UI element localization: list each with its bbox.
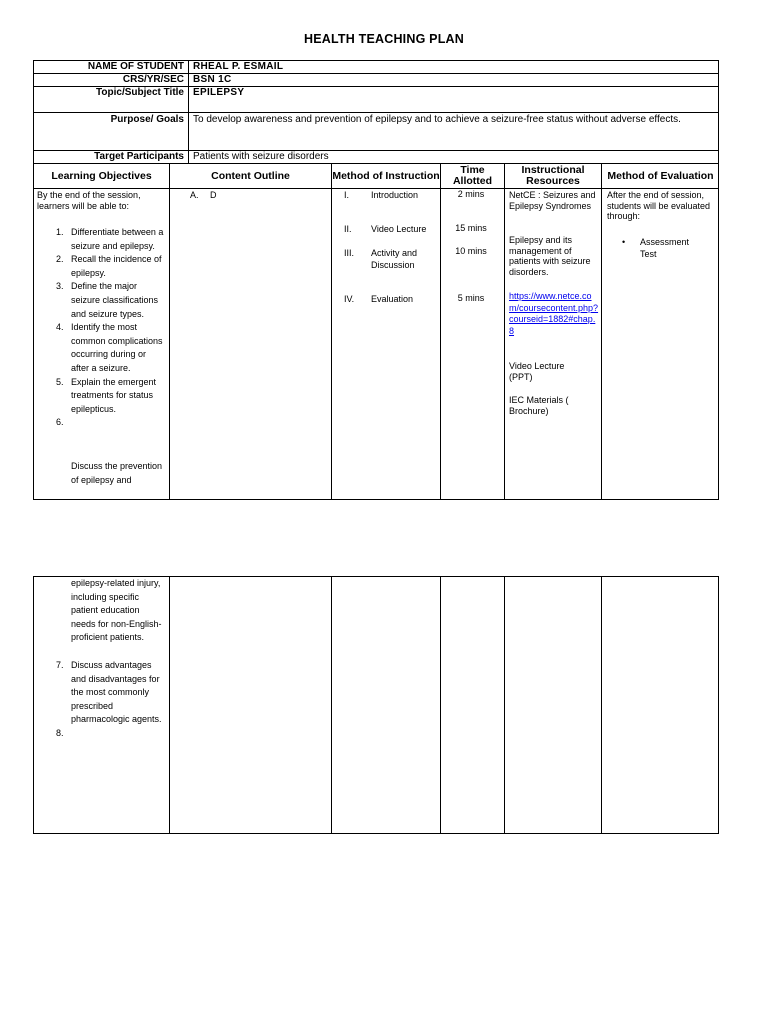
time-value: 10 mins: [455, 246, 487, 256]
info-value: BSN 1C: [189, 74, 719, 87]
info-value: To develop awareness and prevention of epilepsy and to achieve a seizure-free status without adverse effects.: [189, 113, 719, 151]
info-row-topic: [34, 87, 719, 113]
resource-link[interactable]: https://www.netce.com/coursecontent.php?courseid=1882#chap.8: [509, 291, 599, 336]
info-label: CRS/YR/SEC: [34, 74, 189, 87]
objective-text: Discuss advantages and disadvantages for the most commonly prescribed pharmacologic agents.: [71, 660, 162, 725]
resource-netce: NetCE : Seizures and Epilepsy Syndromes: [509, 190, 596, 211]
objective-item: [34, 659, 166, 727]
objective-text: Explain the emergent treatments for status epilepticus.: [71, 376, 157, 414]
info-label: NAME OF STUDENT: [34, 61, 189, 74]
info-label: Purpose/ Goals: [34, 113, 189, 151]
evaluation-intro: After the end of session, students will be evaluated through:: [607, 190, 711, 221]
objective-number: 3.: [56, 281, 64, 292]
evaluation-bullet: Assessment Test: [640, 237, 690, 259]
resource-video-lecture: Video Lecture (PPT): [509, 361, 565, 382]
objective-text: Differentiate between a seizure and epilepsy.: [71, 227, 164, 251]
objective-number: 2.: [56, 254, 64, 265]
objective-item: [34, 280, 166, 321]
objective-number: 7.: [56, 660, 64, 670]
content-outline-marker: A.: [190, 190, 199, 200]
time-value: 5 mins: [457, 293, 485, 303]
info-value: Patients with seizure disorders: [189, 151, 719, 164]
bullet-icon: •: [622, 237, 626, 247]
info-value: RHEAL P. ESMAIL: [189, 61, 719, 74]
info-value: EPILEPSY: [189, 87, 719, 113]
teaching-plan-table: Learning Objectives Content Outline Method of Instruction Time Allotted Instructional Resources Method of Evaluation By the end of the session, learners will be able to: 1. Differentiate between a seizure and epilepsy. 2. Recall the incidence of epilepsy. 3. Define the major seizure classifications and seizure types. 4. Identify the most common complications occurring during or after a seizure. 5. Explain the emergent treatments for status epilepticus. 6. Discuss the prevention of epilepsy and A. D I. Introduction II. Video Lecture III. Activity and Discussion IV. Evaluation 2 mins 15 mins 10 mins 5 mins NetCE : Seizures and Epilepsy Syndromes Epilepsy and its management of patients with seizure disorders. https://www.netce.com/coursecontent.php?courseid=1882#chap.8 Video Lecture (PPT) IEC Materials ( Brochure) After the end of session, students will be evaluated through: • Assessment Test: [33, 163, 719, 500]
table-header-row: [34, 164, 718, 189]
objective-text: Define the major seizure classifications and seizure types.: [71, 281, 159, 319]
objective-number: 5.: [56, 376, 64, 387]
objective-item: [34, 727, 166, 741]
header-time-allotted: Time Allotted: [452, 164, 493, 187]
time-value: 2 mins: [457, 189, 485, 199]
objective-number: 4.: [56, 322, 64, 333]
time-value: 15 mins: [455, 223, 487, 233]
header-instructional-resources: Instructional Resources: [521, 164, 585, 187]
objective-item: [34, 253, 166, 280]
info-label: Topic/Subject Title: [34, 87, 189, 113]
objective-item: [34, 226, 166, 253]
info-row-section: [34, 74, 719, 87]
objectives-list: [34, 226, 166, 430]
info-row-target: [34, 151, 719, 164]
objective-6-continued: epilepsy-related injury, including specific patient education needs for non-English-proficient patients.: [71, 578, 162, 643]
objective-item: [34, 416, 166, 430]
objective-item: [34, 376, 166, 417]
student-info-table: [33, 60, 719, 164]
objective-text: Recall the incidence of epilepsy.: [71, 254, 162, 278]
header-learning-objectives: Learning Objectives: [51, 169, 152, 182]
objectives-list-continued: [34, 659, 166, 741]
teaching-plan-table-continued: [33, 576, 719, 834]
header-method-instruction: Method of Instruction: [332, 169, 440, 182]
resource-iec-materials: IEC Materials ( Brochure): [509, 395, 569, 416]
objective-number: 6.: [56, 417, 64, 428]
objective-item: [34, 321, 166, 375]
objectives-intro: By the end of the session, learners will be able to:: [37, 190, 141, 211]
info-row-name: [34, 61, 719, 74]
objective-text: Identify the most common complications occurring during or after a seizure.: [71, 322, 163, 373]
info-label: Target Participants: [34, 151, 189, 164]
objective-number: 8.: [56, 727, 64, 738]
info-row-purpose: [34, 113, 719, 151]
objective-number: 1.: [56, 227, 64, 237]
header-method-evaluation: Method of Evaluation: [607, 169, 714, 182]
resource-epilepsy-management: Epilepsy and its management of patients with seizure disorders.: [509, 235, 591, 277]
content-outline-text: D: [210, 190, 217, 200]
page-title: HEALTH TEACHING PLAN: [303, 32, 464, 46]
header-content-outline: Content Outline: [211, 169, 290, 182]
objective-6-text: Discuss the prevention of epilepsy and: [71, 461, 163, 485]
